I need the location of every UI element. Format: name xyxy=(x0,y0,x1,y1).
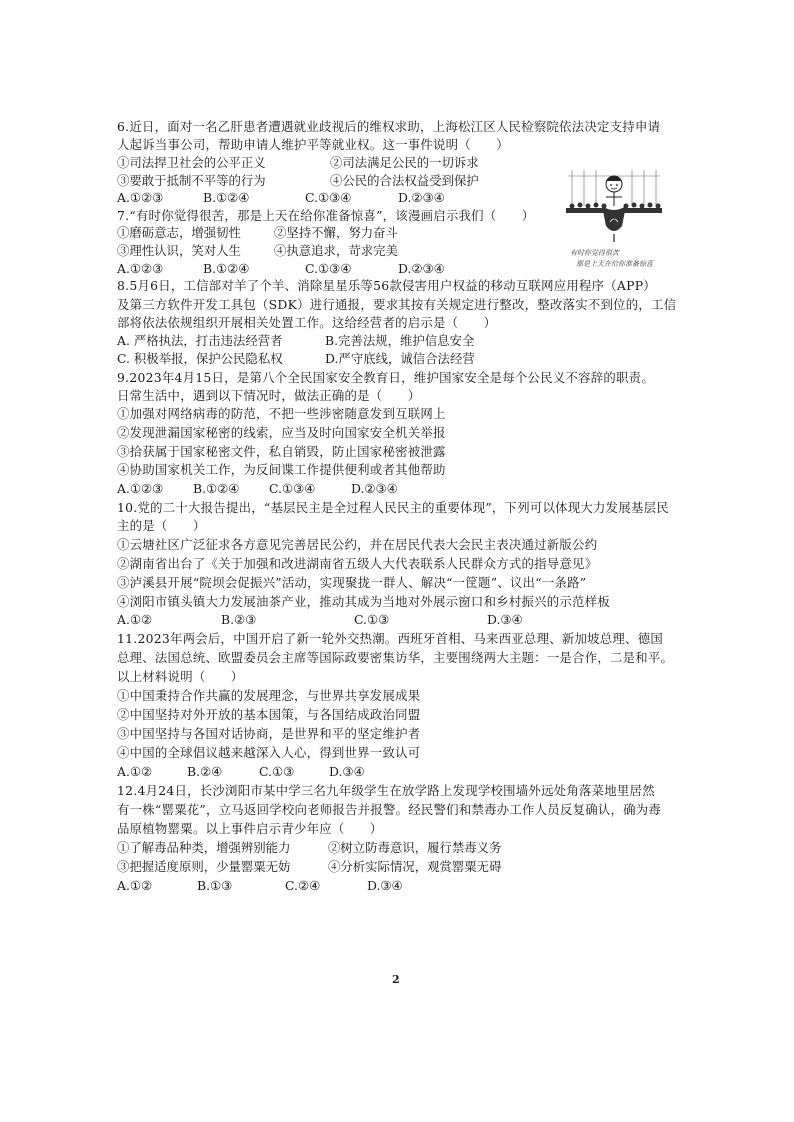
q7-choice-c: C.①③④ xyxy=(305,261,352,276)
q10-choice-b: B.②③ xyxy=(221,612,257,627)
page-number: 2 xyxy=(392,973,400,986)
q6-choice-d: D.②③④ xyxy=(398,190,445,205)
q8-stem-line1: 8.5月6日，工信部对羊了个羊、消除星星乐等56款侵害用户权益的移动互联网应用程序（APP） xyxy=(117,278,656,293)
q9-option-4: ④协助国家机关工作，为反间谍工作提供便利或者其他帮助 xyxy=(117,462,446,477)
q7-option-3: ③理性认识，笑对人生 xyxy=(117,243,241,258)
q6-option-3: ③要敢于抵制不平等的行为 xyxy=(117,173,266,188)
q7-option-2: ②坚持不懈，努力奋斗 xyxy=(274,225,398,240)
q9-choice-d: D.②③④ xyxy=(351,481,398,496)
q7-choice-a: A.①②③ xyxy=(117,261,164,276)
q12-stem-line1: 12.4月24日，长沙浏阳市某中学三名九年级学生在放学路上发现学校围墙外远处角落菜地里居然 xyxy=(117,783,655,798)
q11-stem-line1: 11.2023年两会后，中国开启了新一轮外交热潮。西班牙首相、马来西亚总理、新加坡总理、德国 xyxy=(117,631,663,646)
q12-option-1: ①了解毒品种类，增强辨别能力 xyxy=(117,840,291,855)
q9-choice-a: A.①②③ xyxy=(117,481,164,496)
q7-stem: 7.“有时你觉得很苦，那是上天在给你准备惊喜”，该漫画启示我们（ ） xyxy=(117,208,535,223)
q11-stem-line3: 以上材料说明（ ） xyxy=(117,669,244,684)
q6-stem-line1: 6.近日，面对一名乙肝患者遭遇就业歧视后的维权求助，上海松江区人民检察院依法决定支持申请 xyxy=(117,119,661,134)
q8-choice-c: C. 积极举报，保护公民隐私权 xyxy=(117,351,283,366)
q10-choice-c: C.①③ xyxy=(354,612,390,627)
q12-choice-c: C.②④ xyxy=(285,878,321,893)
q9-stem-line2: 日常生活中，遇到以下情况时，做法正确的是（ ） xyxy=(117,388,421,403)
q11-choice-a: A.①② xyxy=(117,764,153,779)
q6-choice-b: B.①②④ xyxy=(203,190,250,205)
q11-choice-c: C.①③ xyxy=(259,764,295,779)
cartoon-caption-1: 有时你觉得很苦 xyxy=(570,249,619,257)
q9-choice-b: B.①②④ xyxy=(193,481,240,496)
q11-option-2: ②中国坚持对外开放的基本国策，与各国结成政治同盟 xyxy=(117,707,421,722)
q12-choice-a: A.①② xyxy=(117,878,153,893)
q10-option-1: ①云塘社区广泛征求各方意见完善居民公约，并在居民代表大会民主表决通过新版公约 xyxy=(117,537,598,552)
q10-choice-d: D.③④ xyxy=(487,612,523,627)
q12-option-3: ③把握适度原则，少量罂粟无妨 xyxy=(117,859,291,874)
q12-option-2: ②树立防毒意识，履行禁毒义务 xyxy=(328,840,502,855)
q11-option-3: ③中国坚持与各国对话协商，是世界和平的坚定维护者 xyxy=(117,726,421,741)
q12-stem-line2: 有一株“罂粟花”，立马返回学校向老师报告并报警。经民警们和禁毒办工作人员反复确认，确为毒 xyxy=(117,802,662,817)
q12-choice-b: B.①③ xyxy=(197,878,233,893)
q10-stem-line1: 10.党的二十大报告提出，“基层民主是全过程人民民主的重要体现”，下列可以体现大力发展基层民 xyxy=(117,500,669,515)
q9-option-1: ①加强对网络病毒的防范，不把一些涉密随意发到互联网上 xyxy=(117,406,446,421)
q8-stem-line2: 及第三方软件开发工具包（SDK）进行通报，要求其按有关规定进行整改，整改落实不到位的，工信 xyxy=(117,297,677,312)
q7-choice-b: B.①②④ xyxy=(203,261,250,276)
q8-choice-d: D.严守底线，诚信合法经营 xyxy=(325,351,475,366)
q6-choice-c: C.①③④ xyxy=(305,190,352,205)
q11-option-4: ④中国的全球倡议越来越深入人心，得到世界一致认可 xyxy=(117,745,421,760)
q11-choice-d: D.③④ xyxy=(329,764,365,779)
q9-option-2: ②发现泄漏国家秘密的线索，应当及时向国家安全机关举报 xyxy=(117,425,446,440)
q12-option-4: ④分析实际情况，观赏罂粟无碍 xyxy=(328,859,502,874)
q8-stem-line3: 部将依法依规组织开展相关处置工作。这给经营者的启示是（ ） xyxy=(117,315,497,330)
q10-stem-line2: 主的是（ ） xyxy=(117,518,206,533)
q6-option-4: ④公民的合法权益受到保护 xyxy=(330,173,479,188)
q11-choice-b: B.②④ xyxy=(187,764,223,779)
q8-choice-b: B.完善法规，维护信息安全 xyxy=(325,333,475,348)
q12-choice-d: D.③④ xyxy=(367,878,403,893)
q10-choice-a: A.①② xyxy=(117,612,153,627)
q10-option-2: ②湖南省出台了《关于加强和改进湖南省五级人大代表联系人民群众方式的指导意见》 xyxy=(117,556,598,571)
q10-option-4: ④浏阳市镇头镇大力发展油茶产业，推动其成为当地对外展示窗口和乡村振兴的示范样板 xyxy=(117,594,610,609)
q11-stem-line2: 总理、法国总统、欧盟委员会主席等国际政要密集访华，主要围绕两大主题：一是合作，二是和平。 xyxy=(117,650,674,665)
q9-option-3: ③拾获属于国家秘密文件，私自销毁，防止国家秘密被泄露 xyxy=(117,444,446,459)
q6-stem-line2: 人起诉当事公司，帮助申请人维护平等就业权。这一事件说明（ ） xyxy=(117,137,509,152)
q7-choice-d: D.②③④ xyxy=(398,261,445,276)
q9-stem-line1: 9.2023年4月15日，是第八个全民国家安全教育日，维护国家安全是每个公民义不容辞的职责。 xyxy=(117,370,654,385)
q11-option-1: ①中国秉持合作共赢的发展理念，与世界共享发展成果 xyxy=(117,688,421,703)
q6-option-1: ①司法捍卫社会的公平正义 xyxy=(117,155,266,170)
q7-option-4: ④执意追求，苛求完美 xyxy=(274,243,398,258)
q6-option-2: ②司法满足公民的一切诉求 xyxy=(330,155,479,170)
q10-option-3: ③泸溪县开展“院坝会促振兴”活动，实现聚拢一群人、解决“一筐题”、议出“一条路” xyxy=(117,575,587,590)
q8-choice-a: A. 严格执法，打击违法经营者 xyxy=(117,333,283,348)
q6-choice-a: A.①②③ xyxy=(117,190,164,205)
q7-option-1: ①磨砺意志，增强韧性 xyxy=(117,225,241,240)
q12-stem-line3: 品原植物罂粟。以上事件启示青少年应（ ） xyxy=(117,821,383,836)
cartoon-caption-2: 那是上天在给你准备惊喜 xyxy=(576,260,653,268)
q9-choice-c: C.①③④ xyxy=(269,481,316,496)
